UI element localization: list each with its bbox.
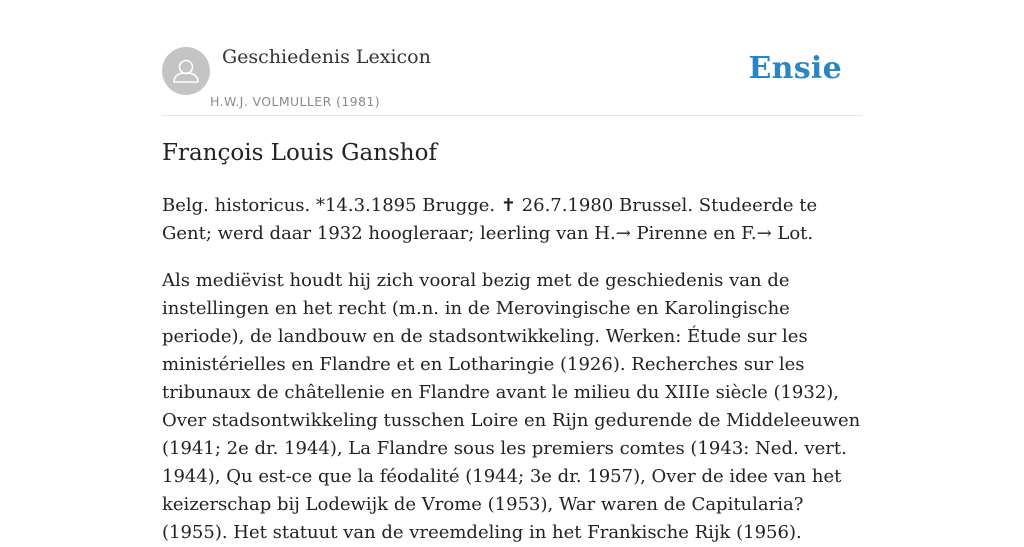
avatar[interactable] xyxy=(162,47,210,95)
user-icon xyxy=(162,47,210,95)
book-title[interactable]: Geschiedenis Lexicon xyxy=(222,46,431,68)
page-container xyxy=(162,0,862,543)
author-byline[interactable]: H.W.J. VOLMULLER (1981) xyxy=(210,94,381,109)
article-paragraph: Belg. historicus. *14.3.1895 Brugge. ✝ 26.7.1980 Brussel. Studeerde te Gent; werd daar 1932 hoogleraar; leerling van H.→ Pirenne en F.→ Lot. xyxy=(162,195,818,244)
brand-logo[interactable]: Ensie xyxy=(748,51,842,86)
article-paragraph: Als mediëvist houdt hij zich vooral bezig met de geschiedenis van de instellingen en het recht (m.n. in de Merovingische en Karolingische periode), de landbouw en de stadsontwikkeling. Werken: Étude sur les ministérielles en Flandre et en Lotharingie (1926). Recherches sur les tribunaux de châtellenie en Flandre avant le milieu du XIIIe siècle (1932), Over stadsontwikkeling tusschen Loire en Rijn gedurende de Middeleeuwen (1941; 2e dr. 1944), La Flandre sous les premiers comtes (1943: Ned. vert. 1944), Qu est-ce que la féodalité (1944; 3e dr. 1957), Over de idee van het keizerschap bij Lodewijk de Vrome (1953), War waren de Capitularia? (1955). Het statuut van de vreemdeling in het Frankische Rijk (1956). xyxy=(162,270,861,543)
page-header xyxy=(162,0,862,116)
article-title: François Louis Ganshof xyxy=(162,140,437,166)
